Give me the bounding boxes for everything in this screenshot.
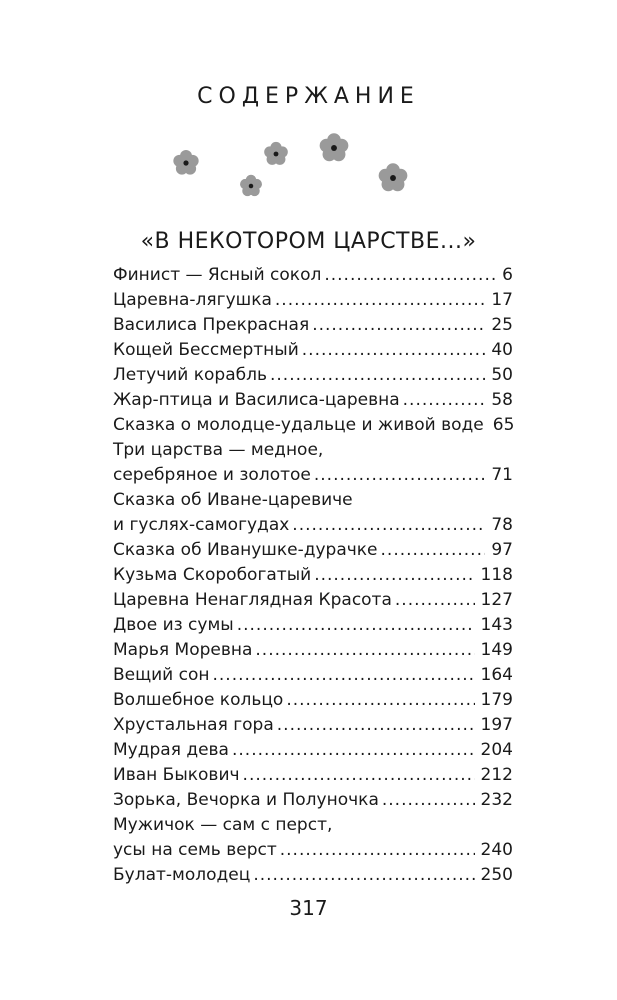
toc-entry — [113, 738, 513, 763]
toc-entry-title: Мужичок — сам с перст, — [113, 815, 333, 835]
toc-entry-page: 58 — [491, 390, 513, 410]
contents-heading: СОДЕРЖАНИЕ — [197, 84, 420, 109]
toc-entry — [113, 263, 513, 288]
dot-leader — [395, 588, 475, 613]
section-title: «В НЕКОТОРОМ ЦАРСТВЕ...» — [140, 229, 477, 254]
toc-entry-page: 204 — [480, 740, 513, 760]
dot-leader — [382, 788, 475, 813]
toc-entry-page: 250 — [480, 865, 513, 885]
toc-entry — [113, 638, 513, 663]
toc-entry — [113, 538, 513, 563]
toc-entry-page: 118 — [480, 565, 513, 585]
toc-entry-page: 212 — [480, 765, 513, 785]
toc-entry-page: 25 — [491, 315, 513, 335]
flower-icon — [238, 173, 264, 199]
toc-entry-line — [113, 463, 513, 488]
toc-entry-line — [113, 338, 513, 363]
toc-entry-title: Летучий корабль — [113, 365, 267, 385]
flower-icon — [317, 131, 351, 165]
toc-entry-page: 78 — [491, 515, 513, 535]
page-number: 317 — [289, 896, 328, 920]
toc-entry-page: 149 — [480, 640, 513, 660]
toc-entry-title: Мудрая дева — [113, 740, 229, 760]
toc-entry-line — [113, 688, 513, 713]
toc-entry-line — [113, 438, 513, 463]
toc-entry — [113, 713, 513, 738]
toc-entry-line — [113, 738, 513, 763]
toc-entry-title: Сказка об Иване-царевиче — [113, 490, 353, 510]
toc-entry-page: 127 — [480, 590, 513, 610]
toc-entry-title: Жар-птица и Василиса-царевна — [113, 390, 400, 410]
flower-icon — [171, 148, 201, 178]
dot-leader — [237, 613, 475, 638]
toc-entry-line — [113, 863, 513, 888]
toc-entry — [113, 438, 513, 488]
flower-ornament — [0, 128, 617, 198]
toc-entry-page: 179 — [480, 690, 513, 710]
toc-entry-line — [113, 263, 513, 288]
toc-entry-line — [113, 613, 513, 638]
toc-entry-title: Три царства — медное, — [113, 440, 324, 460]
dot-leader — [292, 513, 485, 538]
toc-entry-title: Царевна Ненаглядная Красота — [113, 590, 392, 610]
toc-entry-line — [113, 838, 513, 863]
toc-entry-title: Царевна-лягушка — [113, 290, 272, 310]
toc-entry-page: 65 — [492, 415, 515, 435]
toc-entry-line — [113, 663, 513, 688]
toc-entry-title: Кощей Бессмертный — [113, 340, 299, 360]
toc-entry — [113, 388, 513, 413]
dot-leader — [253, 863, 474, 888]
toc-entry-title: Сказка о молодце-удальце и живой воде — [113, 415, 484, 435]
toc-entry-line — [113, 313, 513, 338]
toc-entry-page: 232 — [480, 790, 513, 810]
toc-entry-page: 240 — [480, 840, 513, 860]
dot-leader — [213, 663, 475, 688]
toc-entry-title: Кузьма Скоробогатый — [113, 565, 312, 585]
dot-leader — [312, 313, 485, 338]
dot-leader — [314, 563, 474, 588]
toc-entry-page: 143 — [480, 615, 513, 635]
dot-leader — [255, 638, 474, 663]
dot-leader — [270, 363, 485, 388]
flower-icon — [262, 140, 290, 168]
toc-entry-page: 50 — [491, 365, 513, 385]
dot-leader — [286, 688, 474, 713]
toc-entry-title: Марья Моревна — [113, 640, 253, 660]
toc-entry-page: 6 — [502, 265, 513, 285]
toc-entry-line — [113, 638, 513, 663]
toc-entry-title: и гуслях-самогудах — [113, 515, 290, 535]
toc-entry-title: Булат-молодец — [113, 865, 251, 885]
dot-leader — [232, 738, 475, 763]
toc-entry — [113, 563, 513, 588]
toc-entry-line — [113, 588, 513, 613]
toc-entry — [113, 688, 513, 713]
toc-entry — [113, 288, 513, 313]
toc-entry-title: Зорька, Вечорка и Полуночка — [113, 790, 379, 810]
toc-entry-line — [113, 713, 513, 738]
toc-entry-title: серебряное и золотое — [113, 465, 311, 485]
toc-entry-title: Вещий сон — [113, 665, 210, 685]
dot-leader — [243, 763, 475, 788]
toc-entry-page: 97 — [491, 540, 513, 560]
dot-leader — [324, 263, 496, 288]
toc-entry-line — [113, 788, 513, 813]
toc-entry — [113, 363, 513, 388]
toc-entry-page: 40 — [491, 340, 513, 360]
toc-entry-line — [113, 488, 513, 513]
toc-entry-title: Василиса Прекрасная — [113, 315, 310, 335]
toc-entry — [113, 788, 513, 813]
toc-entry-line — [113, 413, 513, 438]
toc-entry-page: 17 — [491, 290, 513, 310]
toc-entry-page: 197 — [480, 715, 513, 735]
toc-entry-line — [113, 538, 513, 563]
toc-entry — [113, 338, 513, 363]
toc-entry-line — [113, 763, 513, 788]
toc-entry — [113, 488, 513, 538]
toc-entry — [113, 313, 513, 338]
toc-entry-line — [113, 288, 513, 313]
toc-entry-title: Двое из сумы — [113, 615, 234, 635]
toc-entry-line — [113, 363, 513, 388]
toc-entry — [113, 413, 513, 438]
toc-entry-line — [113, 563, 513, 588]
toc-entry — [113, 588, 513, 613]
dot-leader — [277, 713, 475, 738]
toc-entry — [113, 813, 513, 863]
dot-leader — [302, 338, 486, 363]
dot-leader — [403, 388, 486, 413]
toc-entry-title: Сказка об Иванушке-дурачке — [113, 540, 378, 560]
toc-entry-line — [113, 388, 513, 413]
toc-entry-title: Иван Быкович — [113, 765, 240, 785]
toc-entry-title: Хрустальная гора — [113, 715, 274, 735]
table-of-contents — [113, 263, 513, 888]
toc-entry — [113, 763, 513, 788]
toc-entry — [113, 663, 513, 688]
toc-entry-title: Волшебное кольцо — [113, 690, 284, 710]
toc-entry-line — [113, 813, 513, 838]
dot-leader — [381, 538, 486, 563]
toc-entry-page: 71 — [491, 465, 513, 485]
toc-entry — [113, 863, 513, 888]
toc-entry — [113, 613, 513, 638]
toc-entry-page: 164 — [480, 665, 513, 685]
dot-leader — [314, 463, 486, 488]
dot-leader — [275, 288, 485, 313]
dot-leader — [280, 838, 475, 863]
flower-icon — [376, 161, 410, 195]
toc-entry-title: усы на семь верст — [113, 840, 277, 860]
toc-entry-line — [113, 513, 513, 538]
toc-entry-title: Финист — Ясный сокол — [113, 265, 322, 285]
